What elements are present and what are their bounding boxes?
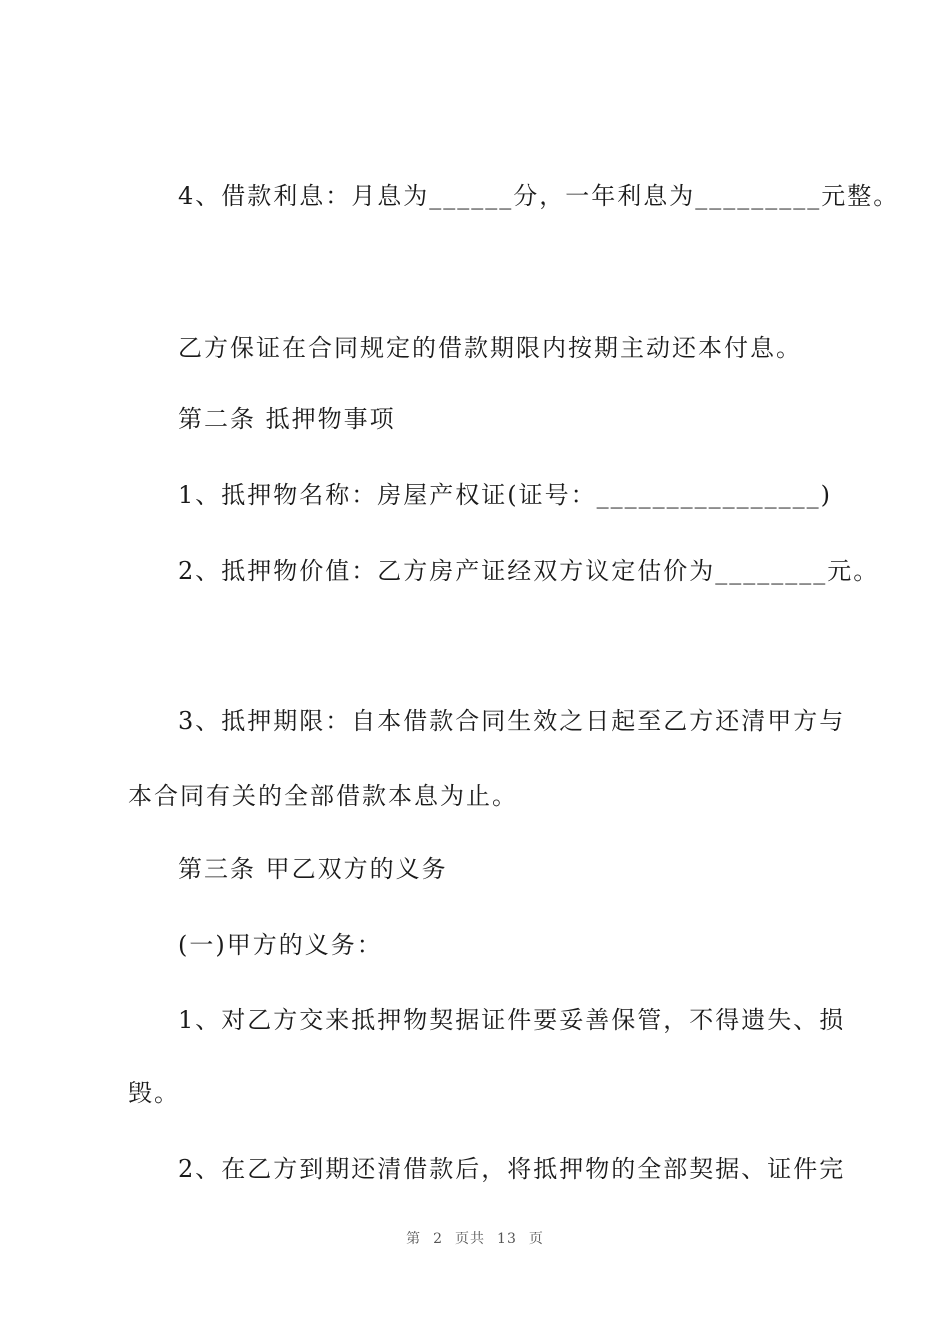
paragraph-mortgage-term-continued: 本合同有关的全部借款本息为止。 [128,782,518,810]
paragraph-duty-one: 1、对乙方交来抵押物契据证件要妥善保管，不得遗失、损 [178,1006,846,1034]
footer-prefix: 第 [406,1231,422,1247]
paragraph-duty-two: 2、在乙方到期还清借款后，将抵押物的全部契据、证件完 [178,1155,846,1183]
footer-page-number: 2 [433,1231,444,1247]
paragraph-loan-interest: 4、借款利息：月息为______分，一年利息为_________元整。 [178,182,900,210]
page-footer [0,1229,950,1249]
paragraph-collateral-value: 2、抵押物价值：乙方房产证经双方议定估价为________元。 [178,557,880,585]
footer-total-pages: 13 [497,1231,517,1247]
footer-middle: 页共 [455,1231,486,1247]
paragraph-mortgage-term: 3、抵押期限：自本借款合同生效之日起至乙方还清甲方与 [178,707,846,735]
subheading-party-a-duties: (一)甲方的义务： [178,931,383,959]
paragraph-duty-one-continued: 毁。 [128,1079,180,1107]
heading-article-two: 第二条 抵押物事项 [178,405,396,433]
heading-article-three: 第三条 甲乙双方的义务 [178,855,448,883]
paragraph-collateral-name: 1、抵押物名称：房屋产权证(证号：________________) [178,481,832,509]
paragraph-repayment-guarantee: 乙方保证在合同规定的借款期限内按期主动还本付息。 [178,334,802,362]
footer-suffix: 页 [528,1231,544,1247]
